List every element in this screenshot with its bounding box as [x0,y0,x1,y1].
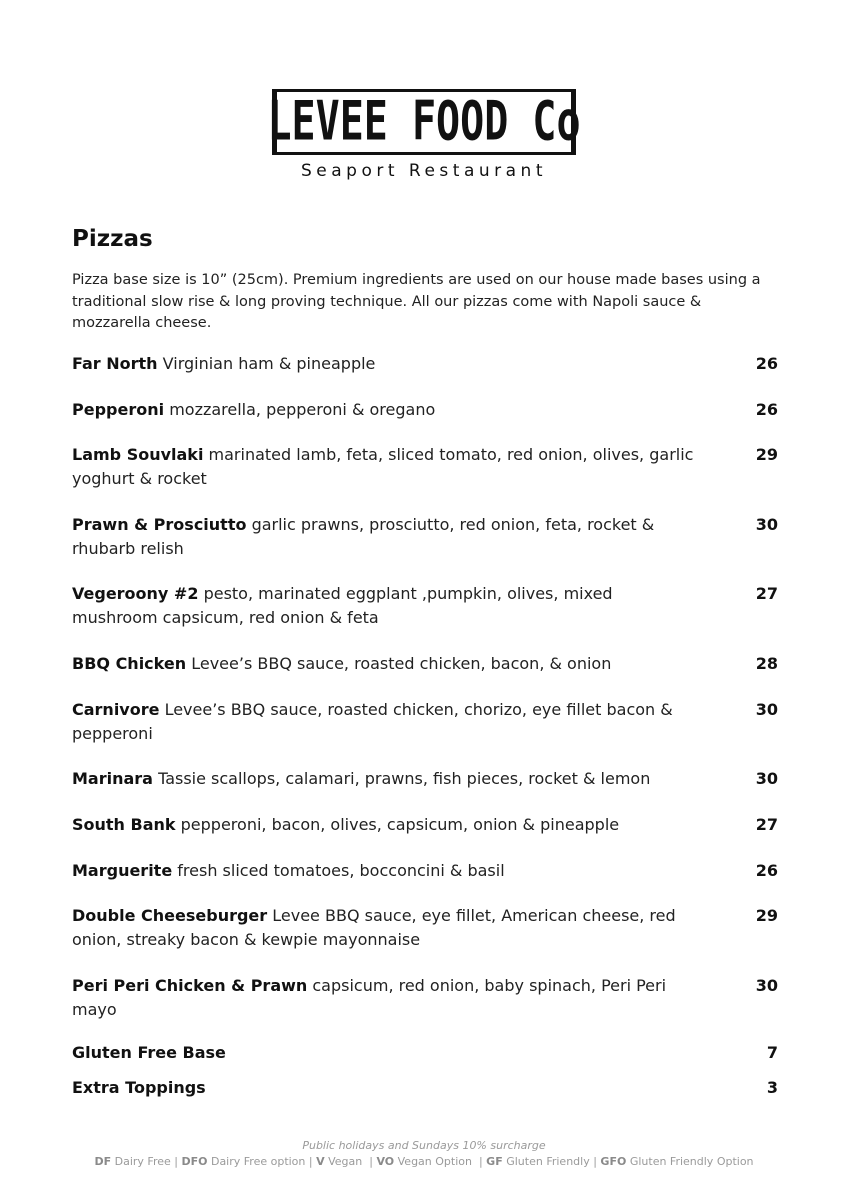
item-description: mozzarella, pepperoni & oregano [169,400,436,419]
item-price: 7 [766,1043,778,1062]
item-name: Pepperoni [72,400,165,419]
item-name: Lamb Souvlaki [72,445,204,464]
item-name: Peri Peri Chicken & Prawn [72,976,308,995]
item-description: marinated lamb, feta, sliced tomato, red onion, olives, garlic yoghurt & rocket [72,445,694,488]
legend-code: V [316,1155,325,1168]
item-description: Tassie scallops, calamari, prawns, fish pieces, rocket & lemon [158,769,651,788]
restaurant-logo [267,89,581,155]
item-name: Gluten Free Base [72,1043,226,1062]
legend-label: Gluten Friendly [506,1155,590,1168]
item-description: Levee BBQ sauce, eye fillet, American cheese, red onion, streaky bacon & kewpie mayonnaise [72,906,676,949]
legend-code: DFO [181,1155,208,1168]
item-name: Carnivore [72,700,160,719]
item-price: 26 [755,861,778,880]
item-description: garlic prawns, prosciutto, red onion, feta, rocket & rhubarb relish [72,515,655,558]
item-price: 26 [755,400,778,419]
legend-code: GFO [600,1155,627,1168]
menu-item [72,513,778,561]
section-intro: Pizza base size is 10” (25cm). Premium ingredients are used on our house made bases using a traditional slow rise & long proving technique. All our pizzas come with Napoli sauce & mozzarella cheese. [72,272,761,331]
legend-code: VO [376,1155,395,1168]
legend-label: Gluten Friendly Option [629,1155,754,1168]
item-price: 26 [755,354,778,373]
item-price: 30 [755,515,778,534]
legend-label: Dairy Free [114,1155,171,1168]
logo-text: LEVEE FOOD Co [267,90,581,154]
menu-item [72,1041,778,1065]
menu-item [72,582,778,630]
menu-item [72,859,778,883]
item-name: Vegeroony #2 [72,584,199,603]
legend-code: GF [486,1155,503,1168]
item-name: Prawn & Prosciutto [72,515,247,534]
item-description: Levee’s BBQ sauce, roasted chicken, bacon, & onion [191,654,612,673]
item-price: 29 [755,445,778,464]
item-price: 29 [755,906,778,925]
item-price: 3 [766,1078,778,1097]
item-name: Marinara [72,769,153,788]
item-name: Marguerite [72,861,173,880]
item-name: Double Cheeseburger [72,906,268,925]
item-price: 30 [755,769,778,788]
menu-item [72,904,778,952]
section-title: Pizzas [72,226,153,252]
item-description: fresh sliced tomatoes, bocconcini & basil [177,861,505,880]
item-description: Virginian ham & pineapple [162,354,376,373]
dietary-legend: DF Dairy Free | DFO Dairy Free option | V Vegan | VO Vegan Option | GF Gluten Friendly | GFO Gluten Friendly Option [94,1155,754,1168]
item-description: Levee’s BBQ sauce, roasted chicken, chorizo, eye fillet bacon & pepperoni [72,700,673,743]
menu-item [72,398,778,422]
legend-label: Vegan [328,1155,363,1168]
legend-label: Dairy Free option [210,1155,306,1168]
item-price: 30 [755,976,778,995]
item-price: 27 [755,815,778,834]
menu-item [72,443,778,491]
legend-label: Vegan Option [397,1155,472,1168]
item-name: Far North [72,354,158,373]
legend-code: DF [94,1155,112,1168]
item-name: Extra Toppings [72,1078,206,1097]
menu-item [72,974,778,1022]
menu-item [72,767,778,791]
item-name: South Bank [72,815,176,834]
item-price: 27 [755,584,778,603]
item-price: 28 [755,654,778,673]
menu-item [72,813,778,837]
restaurant-tagline: Seaport Restaurant [301,161,547,181]
item-description: pesto, marinated eggplant ,pumpkin, olives, mixed mushroom capsicum, red onion & feta [72,584,613,627]
item-price: 30 [755,700,778,719]
menu-item [72,352,778,376]
item-name: BBQ Chicken [72,654,187,673]
surcharge-note: Public holidays and Sundays 10% surcharge [302,1139,546,1152]
menu-item [72,1076,778,1100]
item-description: capsicum, red onion, baby spinach, Peri Peri mayo [72,976,667,1019]
item-description: pepperoni, bacon, olives, capsicum, onion & pineapple [180,815,620,834]
menu-item [72,698,778,746]
menu-item [72,652,778,676]
